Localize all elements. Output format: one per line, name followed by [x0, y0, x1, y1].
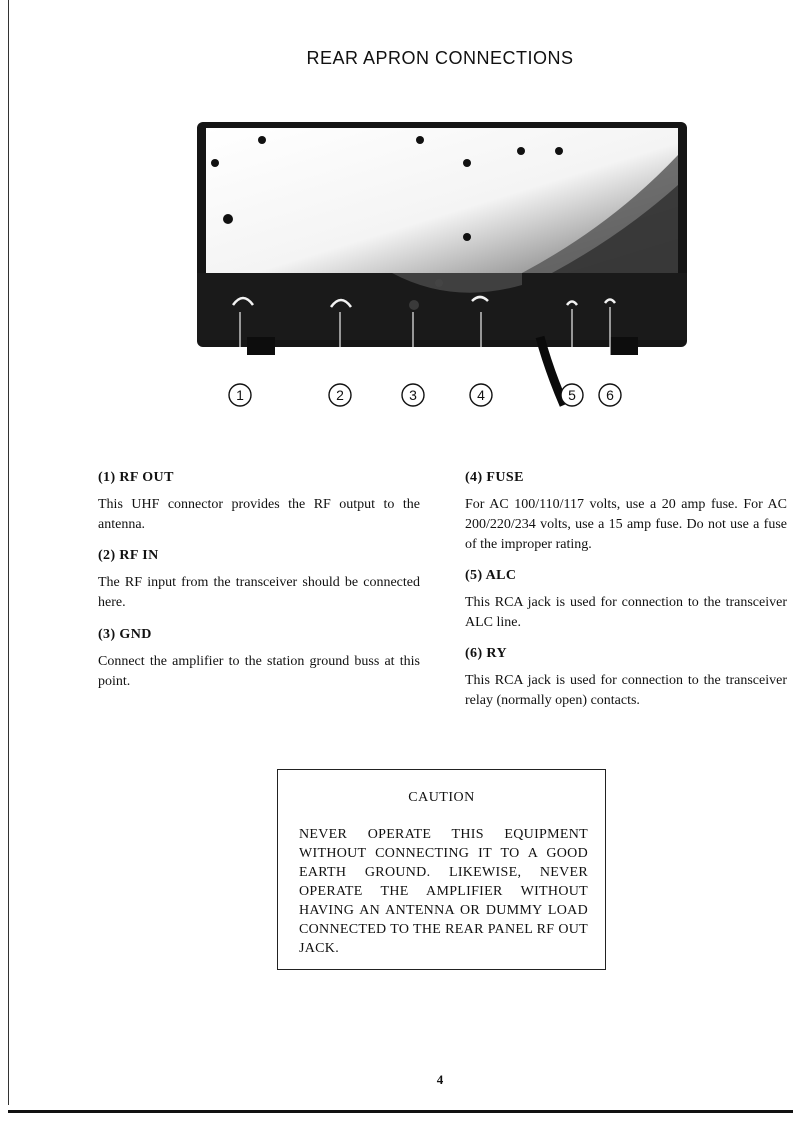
section-rf-in	[98, 546, 420, 613]
page-title: REAR APRON CONNECTIONS	[306, 48, 574, 68]
section-heading: (4) FUSE	[465, 470, 524, 485]
section-heading: (6) RY	[465, 646, 507, 661]
page-binding-edge	[8, 0, 9, 1105]
callout-label-2: 2	[336, 387, 344, 403]
callout-label-6: 6	[606, 387, 614, 403]
section-text: This RCA jack is used for connection to the transceiver ALC line.	[465, 595, 787, 630]
section-heading: (1) RF OUT	[98, 470, 174, 485]
page-number: 4	[436, 1072, 444, 1087]
section-heading: (2) RF IN	[98, 548, 159, 563]
section-heading: (5) ALC	[465, 568, 517, 583]
section-fuse	[465, 468, 787, 555]
callout-label-3: 3	[409, 387, 417, 403]
section-alc	[465, 566, 787, 633]
section-ry	[465, 644, 787, 711]
section-rf-out	[98, 468, 420, 535]
section-text: This RCA jack is used for connection to the transceiver relay (normally open) contacts.	[465, 673, 787, 708]
bottom-rule	[8, 1110, 793, 1113]
caution-text: NEVER OPERATE THIS EQUIPMENT WITHOUT CONNECTING IT TO A GOOD EARTH GROUND. LIKEWISE, NEVER OPERATE THE AMPLIFIER WITHOUT HAVING AN ANTENNA OR DUMMY LOAD CONNECTED TO THE REAR PANEL RF OUT JACK.	[299, 827, 588, 956]
section-text: This UHF connector provides the RF output to the antenna.	[98, 497, 420, 532]
callout-label-4: 4	[477, 387, 485, 403]
section-text: For AC 100/110/117 volts, use a 20 amp fuse. For AC 200/220/234 volts, use a 15 amp fuse. Do not use a fuse of the improper rating.	[465, 497, 787, 552]
section-text: Connect the amplifier to the station ground buss at this point.	[98, 654, 420, 689]
section-heading: (3) GND	[98, 627, 152, 642]
section-gnd	[98, 625, 420, 692]
caution-box	[277, 769, 606, 970]
rear-panel-photo	[192, 115, 692, 415]
section-text: The RF input from the transceiver should be connected here.	[98, 575, 420, 610]
callout-label-5: 5	[568, 387, 576, 403]
caution-title: CAUTION	[408, 790, 475, 805]
callout-label-1: 1	[236, 387, 244, 403]
